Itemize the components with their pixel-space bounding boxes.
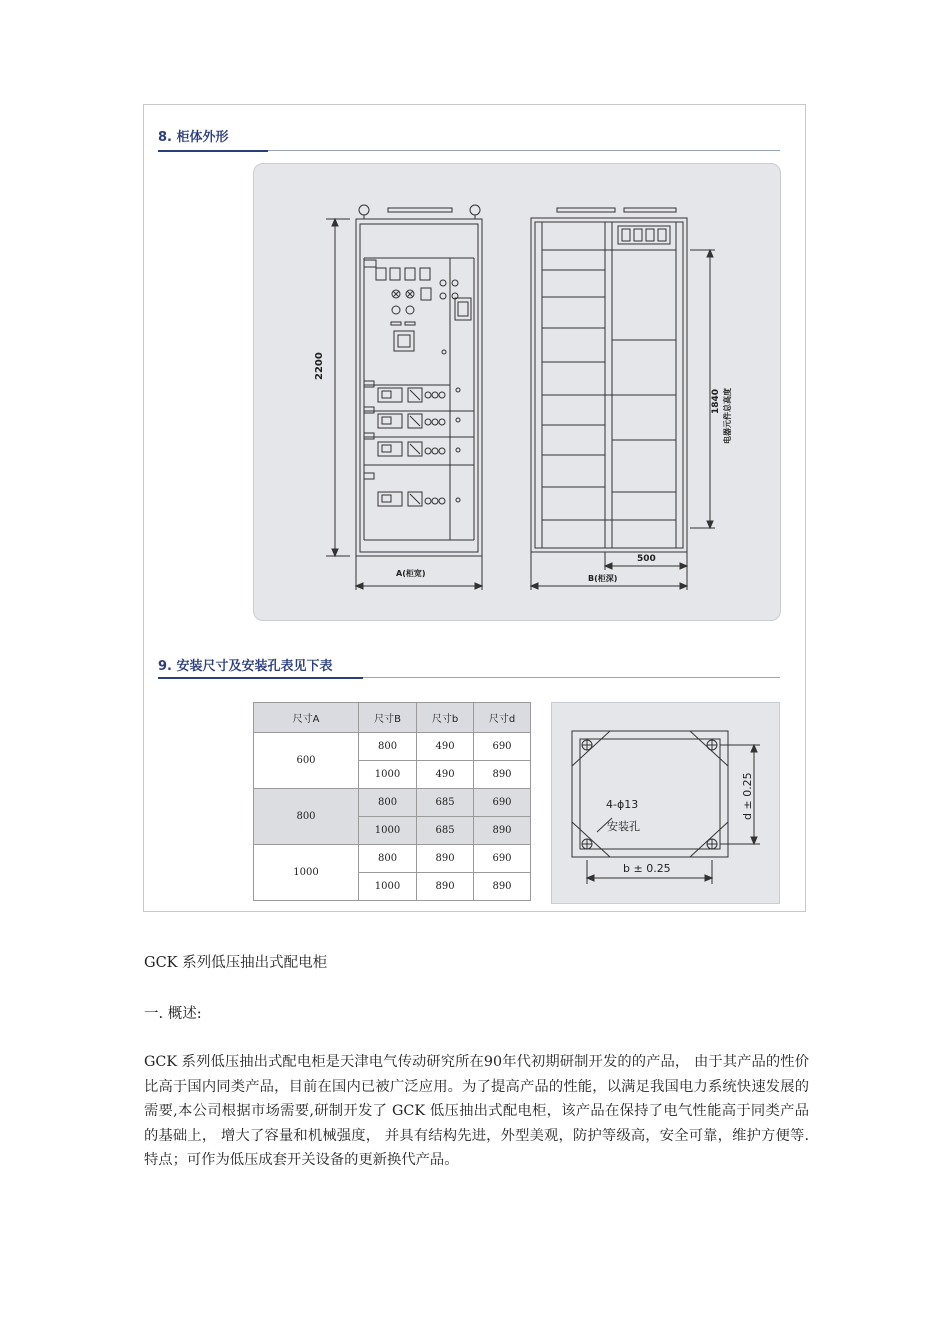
front-width-label: A(柜宽) (396, 569, 426, 578)
header-size-d: 尺寸d (474, 703, 531, 733)
table-row (254, 789, 531, 817)
hole-desc-label: 安装孔 (607, 820, 640, 833)
side-height-label: 1840 (711, 388, 721, 414)
cell: 890 (417, 873, 474, 901)
header-size-b-lower: 尺寸b (417, 703, 474, 733)
cell: 890 (474, 761, 531, 789)
cell: 800 (359, 733, 417, 761)
cell: 890 (474, 873, 531, 901)
mounting-dimension-table (253, 702, 531, 901)
hole-spec-label: 4-ϕ13 (606, 798, 639, 811)
header-size-a: 尺寸A (254, 703, 359, 733)
side-view (531, 208, 715, 590)
document-title: GCK 系列低压抽出式配电柜 (144, 955, 328, 971)
section-9-title: 9. 安装尺寸及安装孔表见下表 (158, 659, 333, 674)
cell: 1000 (359, 873, 417, 901)
table-header-row (254, 703, 531, 733)
overview-paragraph: GCK 系列低压抽出式配电柜是天津电气传动研究所在90年代初期研制开发的的产品， 由于其产品的性价比高于国内同类产品，目前在国内已被广泛应用。为了提高产品的性能，以满足我国电力系统快速发展的需要,本公司根据市场需要,研制开发了 GCK 低压抽出式配电柜，该产品在保持了电气性能高于同类产品的基础上， 增大了容量和机械强度， 并具有结构先进，外型美观，防护等级高，安全可靠，维护方便等.特点；可作为低压成套开关设备的更新换代产品。 (144, 1054, 809, 1169)
cell: 490 (417, 761, 474, 789)
front-height-label: 2200 (314, 352, 325, 380)
side-height-desc: 电器元件总高度 (723, 388, 732, 444)
section-9-rule (158, 677, 363, 679)
cell: 890 (417, 845, 474, 873)
cell: 1000 (359, 817, 417, 845)
section-8-title: 8. 柜体外形 (158, 130, 229, 145)
cell: 685 (417, 789, 474, 817)
cell: 685 (417, 817, 474, 845)
side-depth-label: 500 (637, 554, 656, 564)
table-row (254, 733, 531, 761)
cell-a: 600 (254, 733, 359, 789)
b-dimension-label: b ± 0.25 (623, 862, 671, 875)
cell: 690 (474, 845, 531, 873)
cell: 800 (359, 789, 417, 817)
table-row (254, 845, 531, 873)
cell-a: 1000 (254, 845, 359, 901)
d-dimension-label: d ± 0.25 (741, 772, 754, 820)
cell: 690 (474, 733, 531, 761)
cell: 890 (474, 817, 531, 845)
header-size-b: 尺寸B (359, 703, 417, 733)
side-width-label: B(柜深) (588, 574, 618, 583)
cell: 1000 (359, 761, 417, 789)
cell: 490 (417, 733, 474, 761)
section-9-rule-thin (363, 677, 780, 678)
cell-a: 800 (254, 789, 359, 845)
cell: 800 (359, 845, 417, 873)
front-view (326, 205, 482, 590)
section-heading: 一. 概述: (144, 1006, 202, 1022)
cell: 690 (474, 789, 531, 817)
